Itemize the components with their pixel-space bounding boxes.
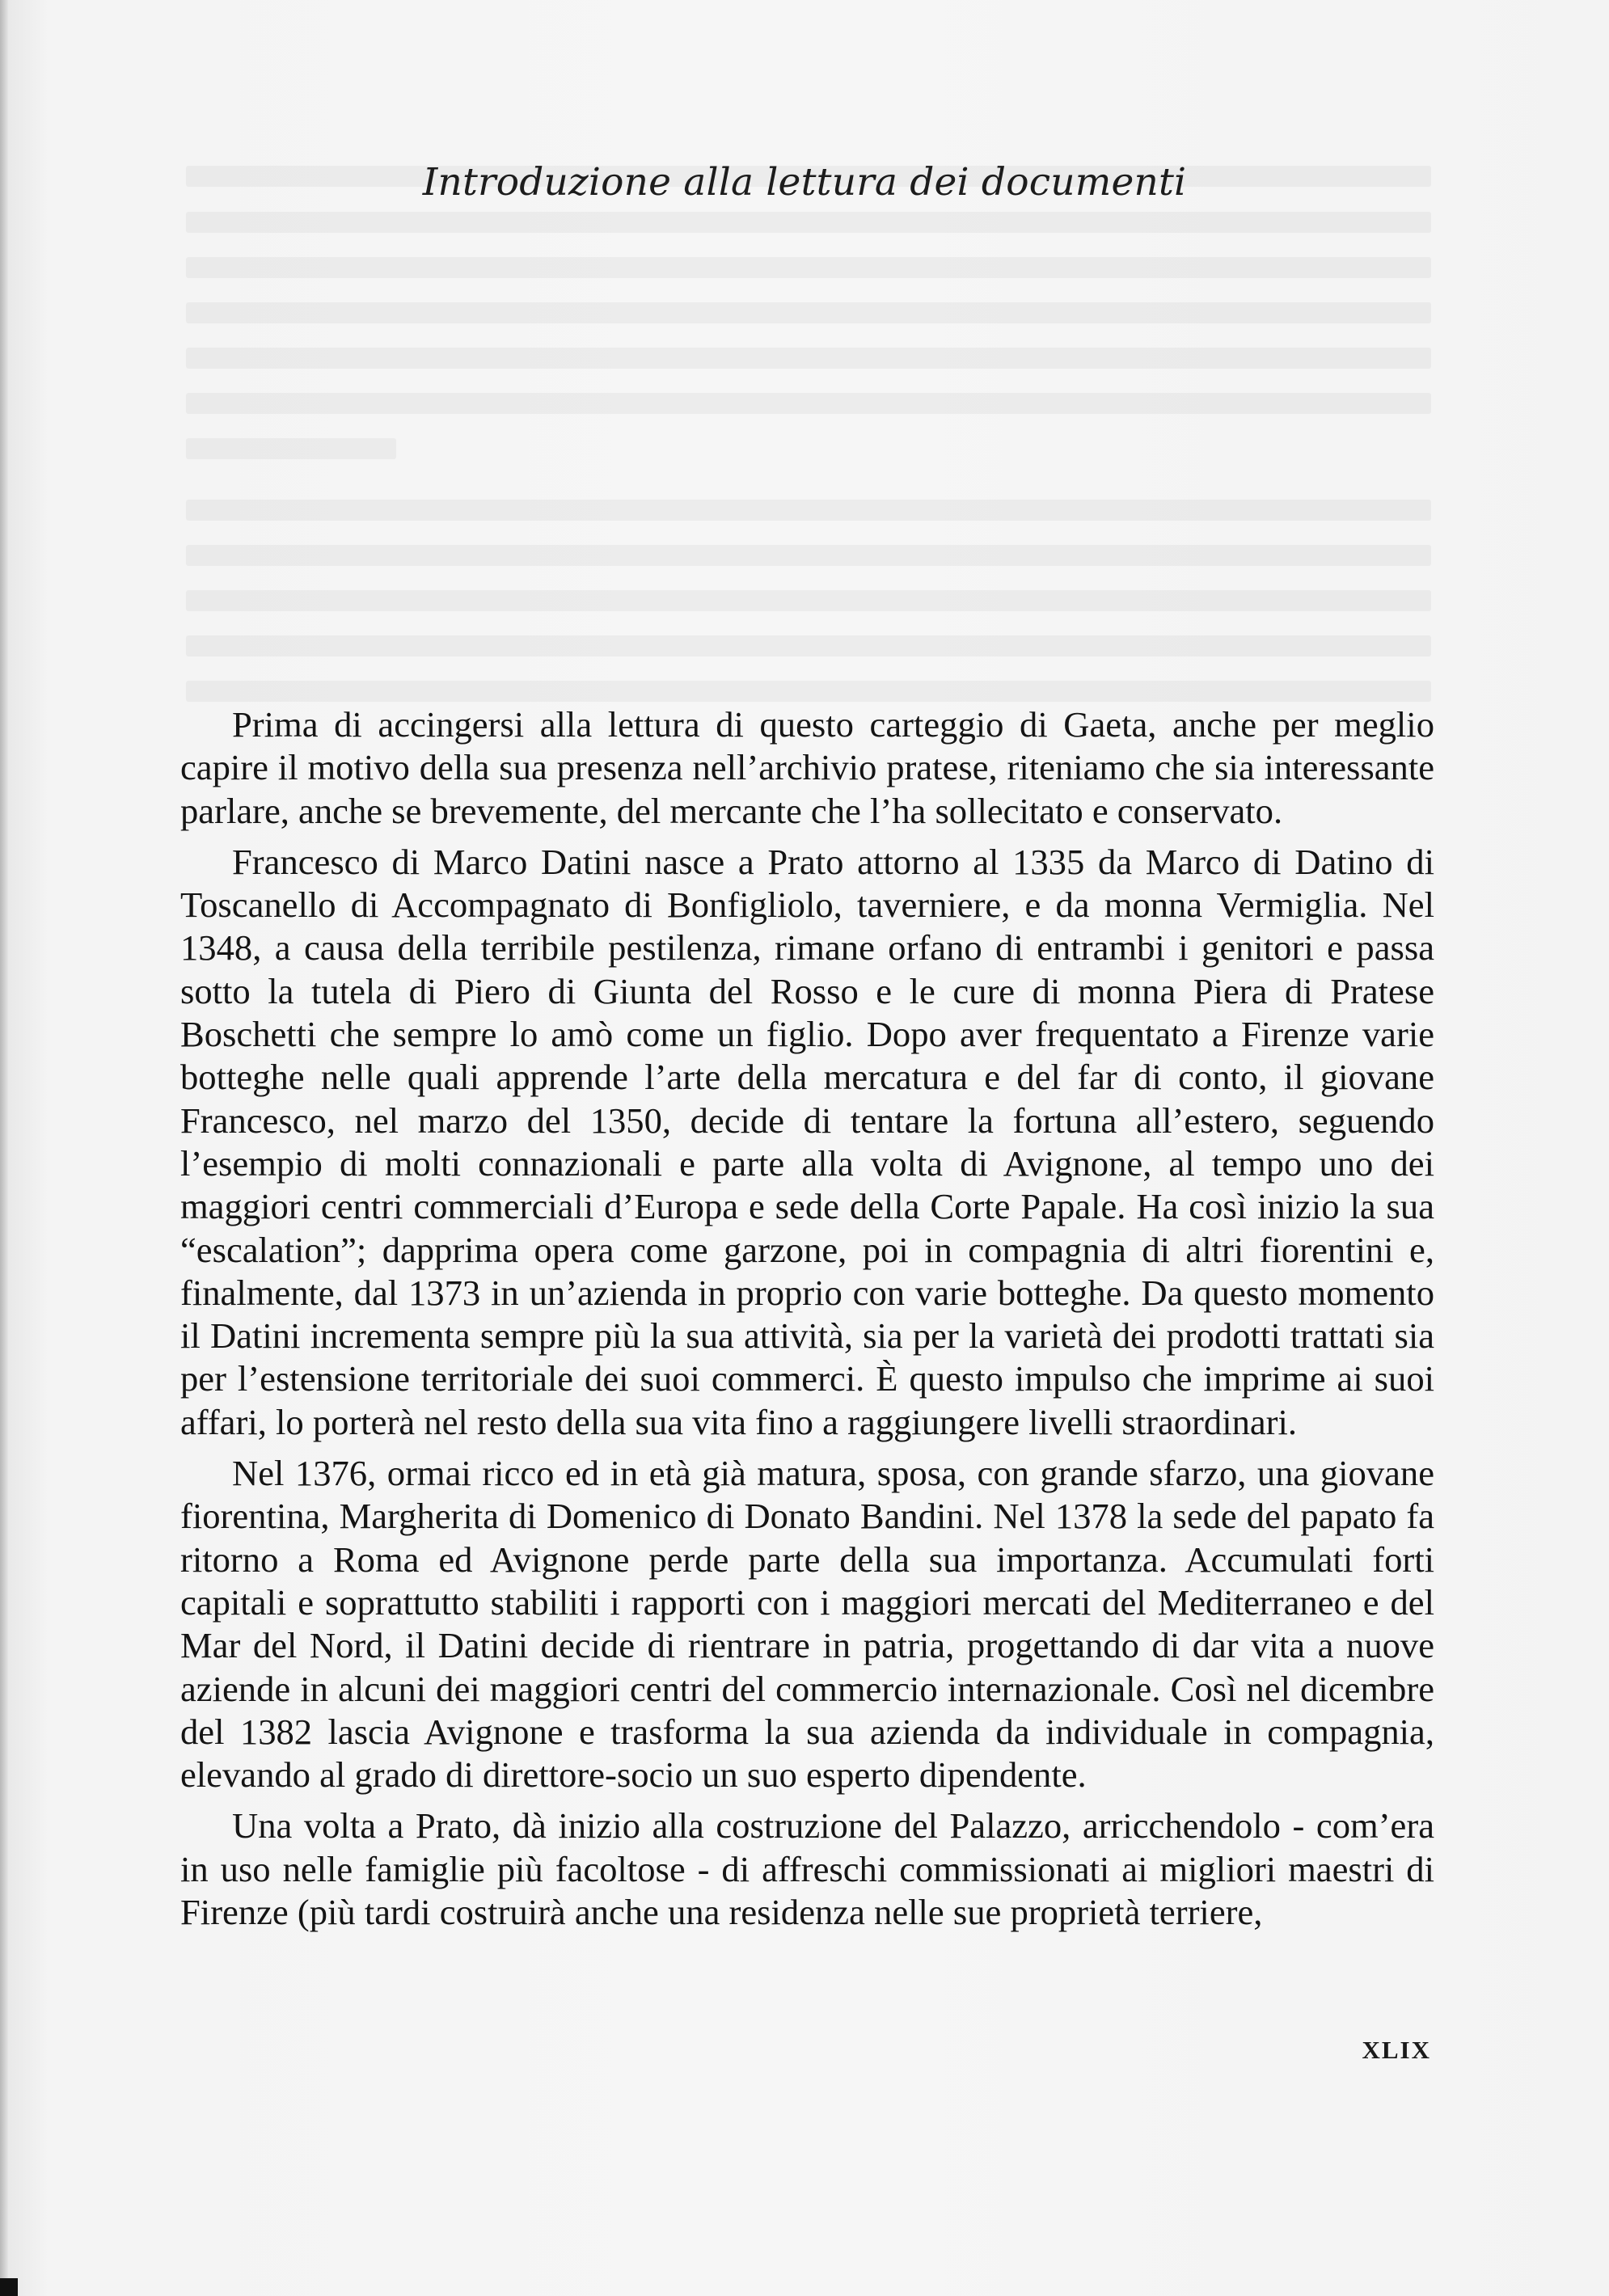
spine-shadow — [0, 0, 8, 2296]
paragraph-1: Prima di accingersi alla lettura di questo carteggio di Gaeta, anche per meglio capire il motivo della sua presenza nell’archivio pratese, riteniamo che sia interessante parlare, anche se brevemente, del mercante che l’ha sollecitato e conservato. — [180, 704, 1434, 831]
paragraph-2: Francesco di Marco Datini nasce a Prato attorno al 1335 da Marco di Datino di Toscanello di Accompagnato di Bonfigliolo, taverniere, e da monna Vermiglia. Nel 1348, a causa della terribile pestilenza, rimane orfano di entrambi i genitori e passa sotto la tutela di Piero di Giunta del Rosso e le cure di monna Piera di Pratese Boschetti che sempre lo amò come un figlio. Dopo aver frequentato a Firenze varie botteghe nelle quali apprende l’arte della mercatura e del far di conto, il giovane Francesco, nel marzo del 1350, decide di tentare la fortuna all’estero, seguendo l’esempio di molti connazionali e parte alla volta di Avignone, al tempo uno dei maggiori centri commerciali d’Europa e sede della Corte Papale. Ha così inizio la sua “escalation”; dapprima opera come garzone, poi in compagnia di altri fiorentini e, finalmente, dal 1373 in un’azienda in proprio con varie botteghe. Da questo momento il Datini incrementa sempre più la sua attività, sia per la varietà dei prodotti trattati sia per l’estensione territoriale dei suoi commerci. È questo impulso che imprime ai suoi affari, lo porterà nel resto della sua vita fino a raggiungere livelli straordinari. — [180, 841, 1434, 1442]
page-number: XLIX — [1362, 2036, 1431, 2064]
body-text — [180, 703, 1434, 1942]
paragraph-4: Una volta a Prato, dà inizio alla costruzione del Palazzo, arricchendolo - com’era in uso nelle famiglie più facoltose - di affreschi commissionati ai migliori maestri di Firenze (più tardi costruirà anche una residenza nelle sue proprietà terriere, — [180, 1805, 1434, 1933]
paragraph-3: Nel 1376, ormai ricco ed in età già matura, sposa, con grande sfarzo, una giovane fiorentina, Margherita di Domenico di Donato Bandini. Nel 1378 la sede del papato fa ritorno a Roma ed Avignone perde parte della sua importanza. Accumulati forti capitali e soprattutto stabiliti i rapporti con i maggiori mercati del Mediterraneo e del Mar del Nord, il Datini decide di rientrare in patria, progettando di dar vita a nuove aziende in alcuni dei maggiori centri del commercio internazionale. Così nel dicembre del 1382 lascia Avignone e trasforma la sua azienda da individuale in compagnia, elevando al grado di direttore-socio un suo esperto dipendente. — [180, 1453, 1434, 1796]
scan-corner-mark — [0, 2278, 18, 2296]
running-head: Introduzione alla lettura dei documenti — [422, 160, 1187, 205]
